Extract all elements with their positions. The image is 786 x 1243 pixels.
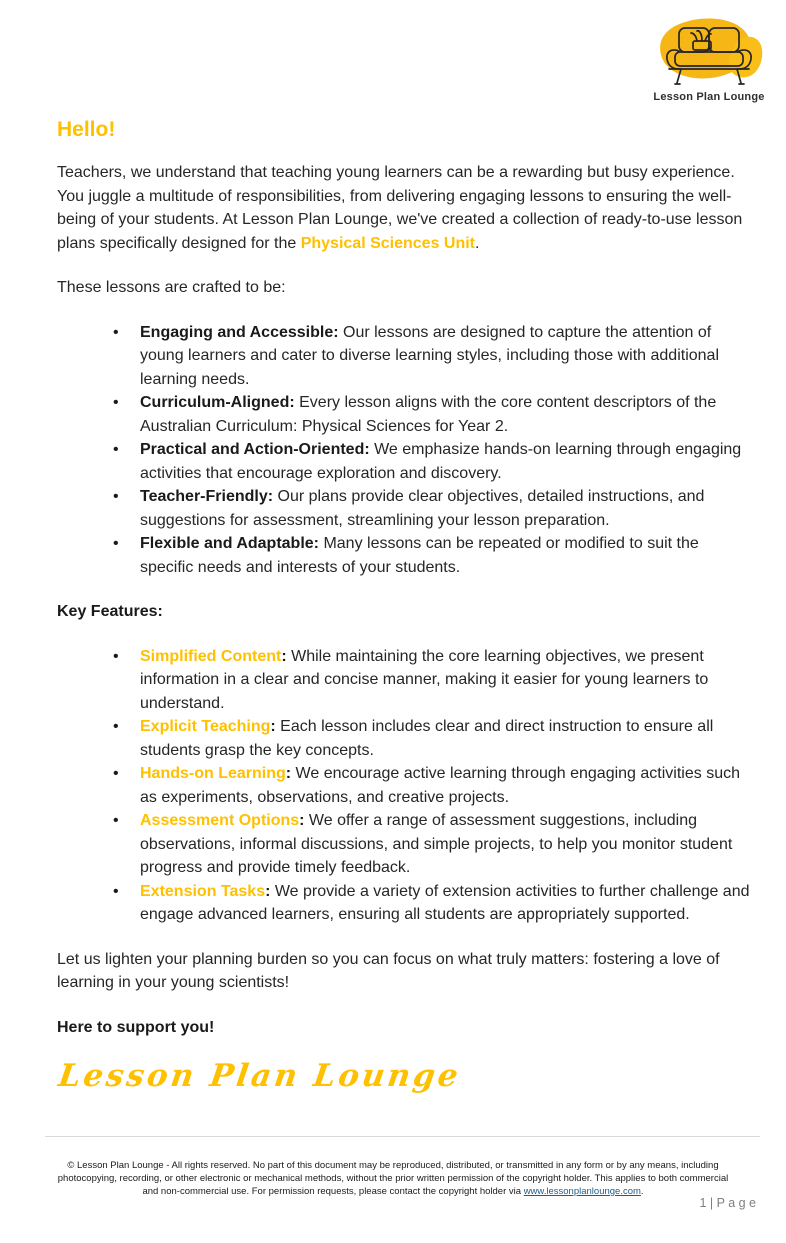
item-text: Each lesson includes clear and direct instruction to ensure all students grasp the key concepts. [140, 718, 714, 759]
support-line: Here to support you! [57, 1018, 215, 1036]
link-suffix: . [640, 1186, 644, 1197]
item-label: Assessment Options [140, 812, 300, 829]
list-item [140, 391, 755, 438]
crafted-list [57, 321, 755, 580]
list-item [140, 321, 755, 392]
list-item [140, 762, 755, 809]
item-label: Flexible and Adaptable: [140, 535, 319, 552]
unit-highlight: Physical Sciences Unit [300, 234, 476, 252]
document-body [56, 118, 755, 1094]
list-item [140, 438, 755, 485]
item-label: Teacher-Friendly: [140, 488, 274, 505]
crafted-heading: These lessons are crafted to be: [57, 279, 286, 296]
brand-logo [650, 14, 768, 103]
key-features-list [57, 645, 755, 927]
item-label: Engaging and Accessible: [140, 323, 339, 341]
copyright-text: © Lesson Plan Lounge - All rights reserved. No part of this document may be reproduced, distributed, or transmitted in any form or by any means, including photocopying, recording, or other electronic or mechanical methods, without the prior written permission of the copyright holder. This applies to both commercial and non-commercial use. For permission requests, please contact the copyright holder via [57, 1160, 729, 1197]
item-text: We provide a variety of extension activities to further challenge and engage advanced learners, ensuring all students are appropriately supported. [140, 882, 750, 923]
list-item [140, 645, 755, 716]
item-text: We offer a range of assessment suggestions, including observations, informal discussions, and simple projects, to help you monitor student progress and provide timely feedback. [140, 812, 733, 876]
list-item [140, 715, 755, 762]
item-label: Explicit Teaching [140, 718, 271, 735]
intro-text: Teachers, we understand that teaching young learners can be a rewarding but busy experience. You juggle a multitude of responsibilities, from delivering engaging lessons to ensuring the well-being of your students. At Lesson Plan Lounge, we've created a collection of ready-to-use lesson plans specifically designed for the [57, 164, 743, 252]
item-colon: : [281, 647, 287, 665]
item-colon: : [299, 812, 305, 829]
website-link[interactable]: www.lessonplanlounge.com [523, 1186, 641, 1197]
item-colon: : [285, 765, 292, 782]
brand-name: Lesson Plan Lounge [653, 91, 765, 103]
list-item [140, 532, 755, 579]
list-item [140, 485, 755, 532]
page-number: 1 | P a g e [699, 1196, 756, 1210]
item-text: Every lesson aligns with the core content descriptors of the Australian Curriculum: Physical Sciences for Year 2. [140, 394, 717, 435]
closing-paragraph: Let us lighten your planning burden so you can focus on what truly matters: fostering a love of learning in your young scientists! [57, 950, 720, 991]
item-text: We emphasize hands-on learning through engaging activities that encourage exploration and discovery. [140, 441, 742, 482]
item-colon: : [265, 882, 271, 900]
signature-script: Lesson Plan Lounge [56, 1058, 464, 1094]
list-item [140, 880, 755, 927]
greeting-heading: Hello! [57, 118, 116, 141]
item-colon: : [270, 718, 276, 735]
item-label: Simplified Content [140, 647, 282, 665]
item-label: Extension Tasks [140, 882, 266, 900]
intro-period: . [475, 234, 480, 252]
item-text: We encourage active learning through engaging activities such as experiments, observations, and creative projects. [140, 765, 740, 806]
item-label: Hands-on Learning [140, 765, 286, 782]
item-label: Curriculum-Aligned: [140, 394, 295, 411]
item-text: Many lessons can be repeated or modified to suit the specific needs and interests of your students. [140, 535, 699, 576]
item-text: While maintaining the core learning objectives, we present information in a clear and concise manner, making it easier for young learners to understand. [140, 647, 709, 712]
key-features-heading: Key Features: [57, 603, 163, 620]
item-text: Our plans provide clear objectives, detailed instructions, and suggestions for assessment, streamlining your lesson preparation. [140, 488, 705, 529]
couch-logo-icon [652, 14, 766, 90]
intro-paragraph [57, 161, 755, 255]
footer-copyright [57, 1159, 729, 1198]
footer-divider [45, 1136, 760, 1137]
item-label: Practical and Action-Oriented: [140, 441, 370, 458]
item-text: Our lessons are designed to capture the attention of young learners and cater to diverse learning styles, including those with additional learning needs. [140, 323, 720, 388]
list-item [140, 809, 755, 880]
